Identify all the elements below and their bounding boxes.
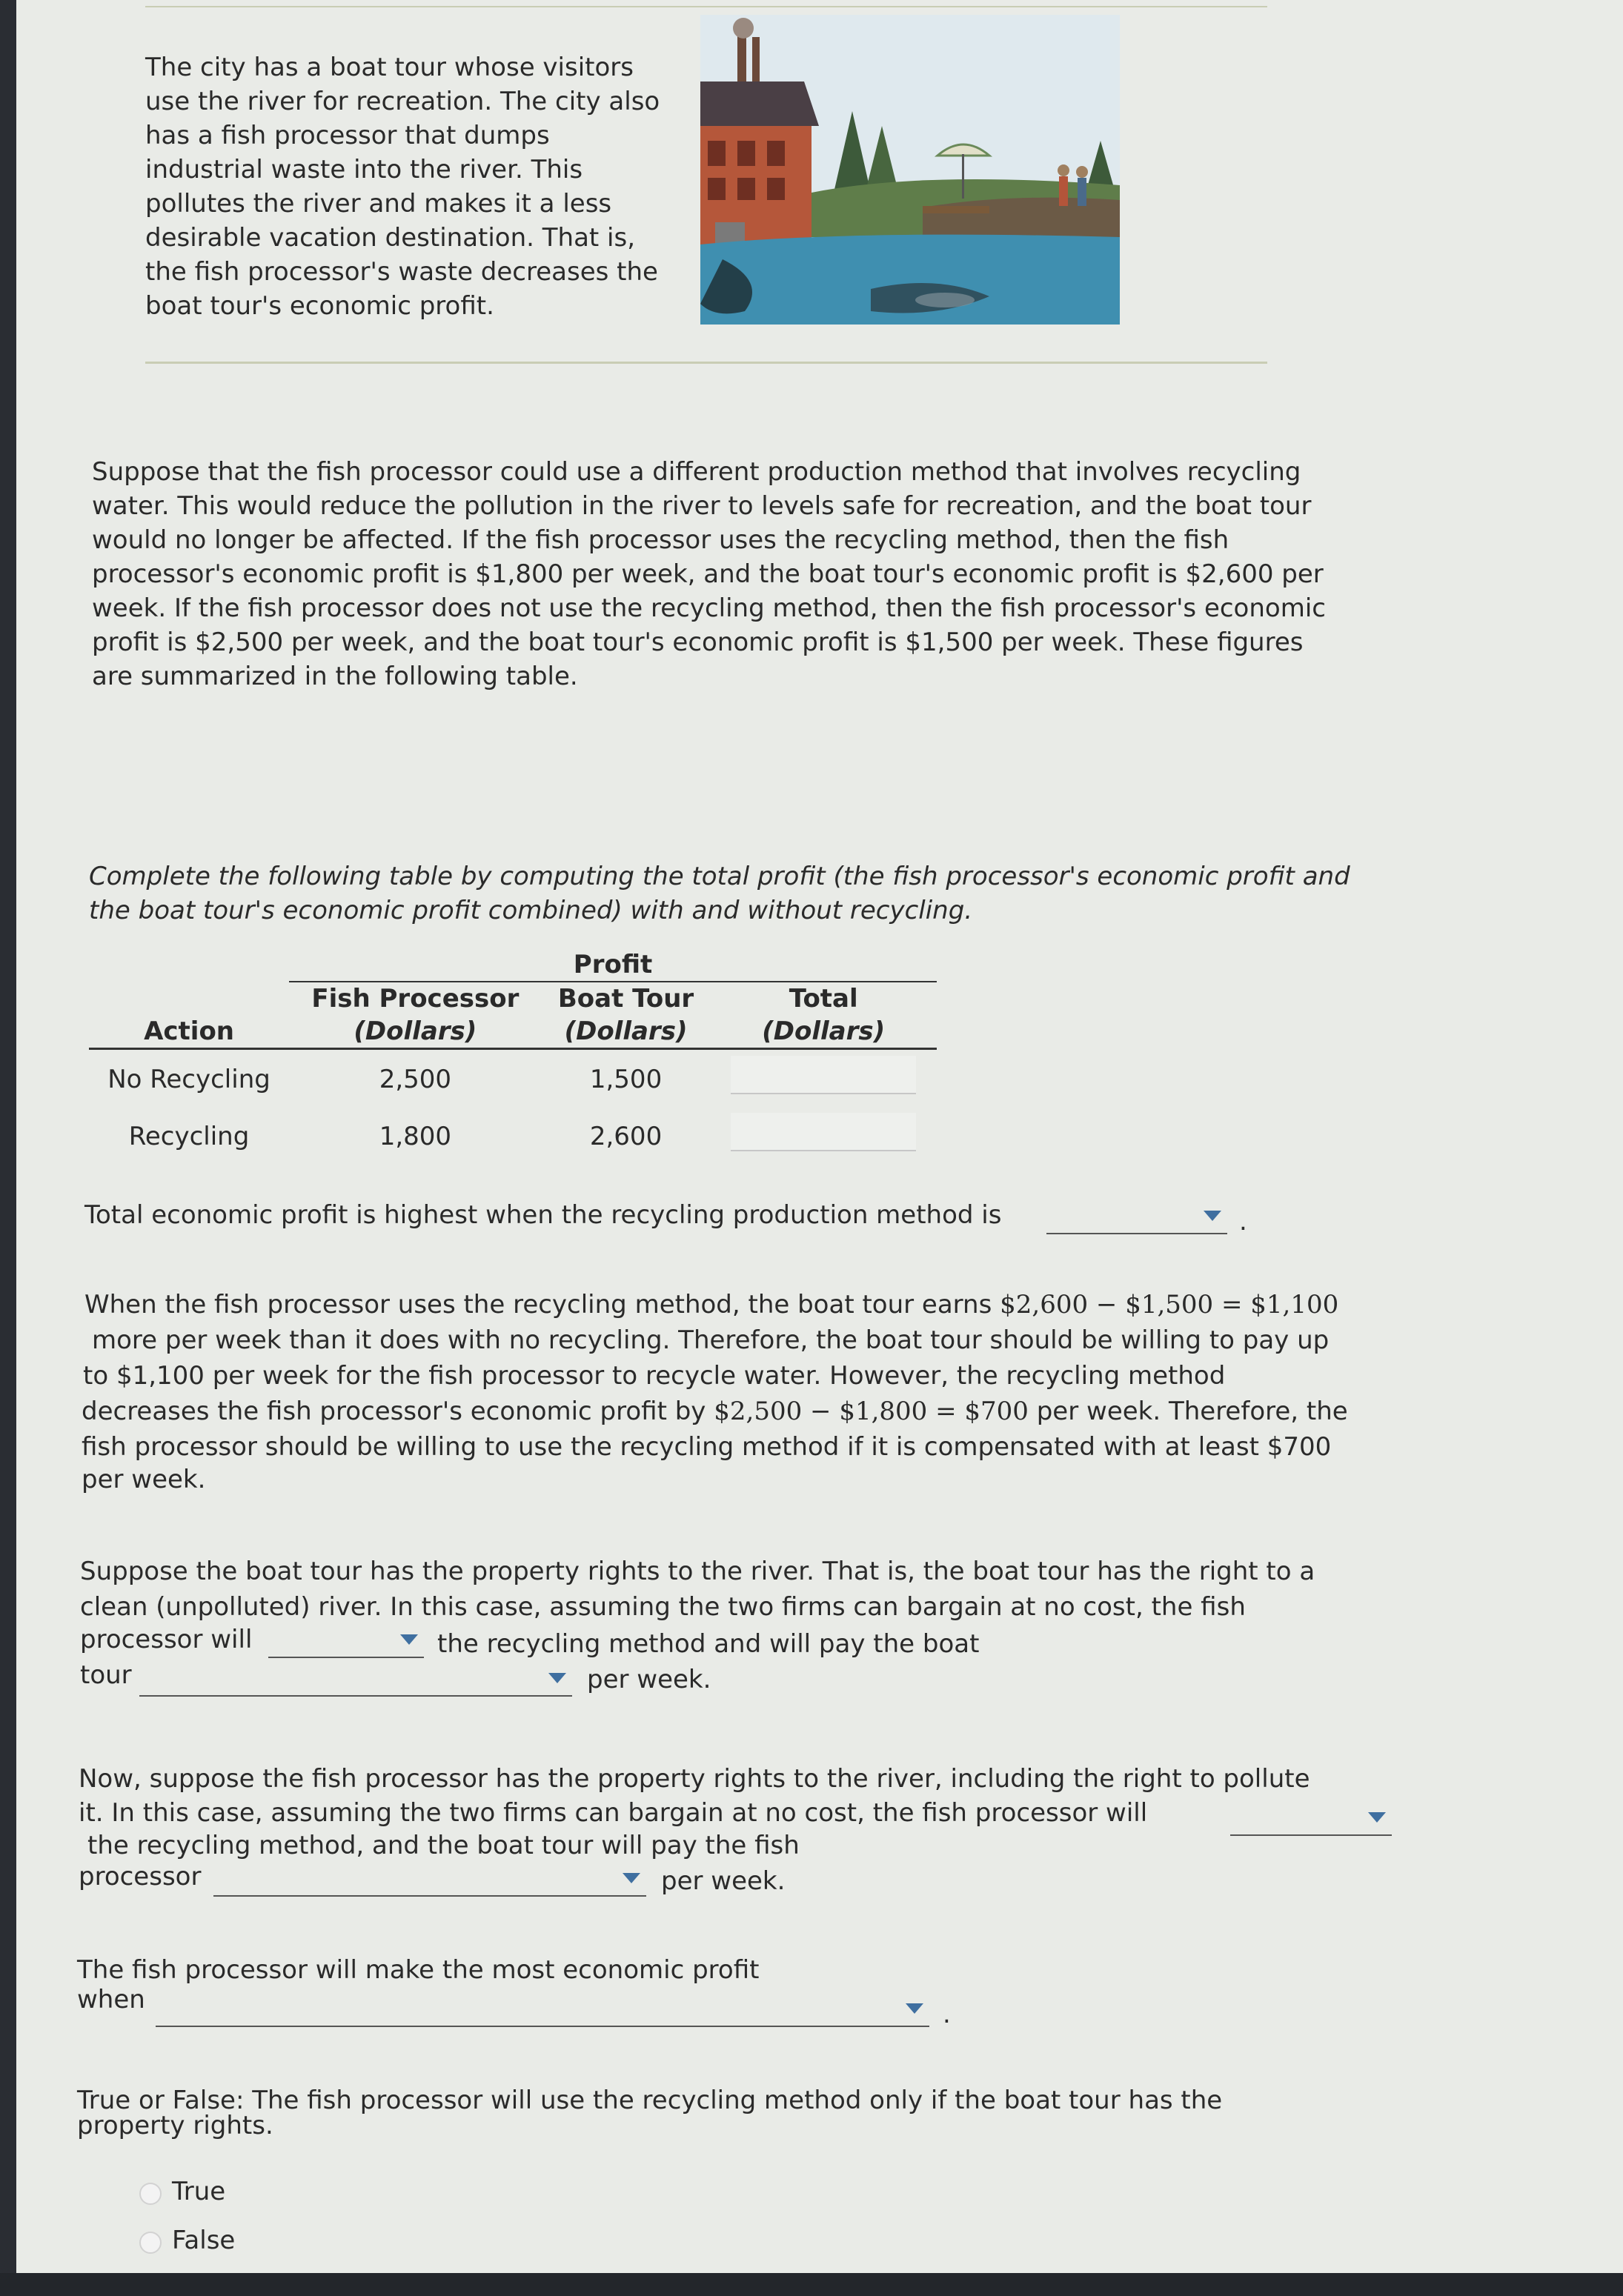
scenario-line: water. This would reduce the pollution in the river to levels safe for recreation, and the boat tour bbox=[92, 491, 1312, 521]
explanation-line: per week. bbox=[82, 1465, 206, 1494]
row-boat-profit: 2,600 bbox=[589, 1121, 663, 1151]
intro-line: The city has a boat tour whose visitors bbox=[145, 53, 634, 82]
explanation-line: When the fish processor uses the recycling method, the boat tour earns $2,600 − $1,500 = $1,100 bbox=[84, 1290, 1339, 1320]
scenario-line: profit is $2,500 per week, and the boat tour's economic profit is $1,500 per week. These figures bbox=[92, 628, 1304, 657]
q3-line: per week. bbox=[661, 1866, 786, 1896]
q3-line: it. In this case, assuming the two firms can bargain at no cost, the fish processor will bbox=[79, 1798, 1148, 1828]
row-fish-profit: 1,800 bbox=[379, 1121, 452, 1151]
math-expression: $2,600 − $1,500 = $1,100 bbox=[1000, 1290, 1339, 1320]
radio-false[interactable] bbox=[139, 2232, 162, 2254]
bottom-window-edge bbox=[0, 2273, 1623, 2296]
intro-line: use the river for recreation. The city also bbox=[145, 87, 660, 116]
q1-period: . bbox=[1239, 1207, 1247, 1237]
explanation-line: to $1,100 per week for the fish processor to recycle water. However, the recycling method bbox=[83, 1361, 1226, 1391]
col-action-header: Action bbox=[89, 1015, 289, 1049]
row-fish-profit: 2,500 bbox=[379, 1064, 452, 1094]
q4-line: The fish processor will make the most economic profit bbox=[77, 1955, 760, 1985]
q3-line: processor bbox=[79, 1862, 202, 1891]
chevron-down-icon bbox=[548, 1673, 566, 1683]
chevron-down-icon bbox=[1368, 1812, 1386, 1823]
col-fish-unit: (Dollars) bbox=[289, 1015, 542, 1049]
math-expression: $2,500 − $1,800 = $700 bbox=[714, 1397, 1029, 1426]
q2-line: tour bbox=[80, 1660, 132, 1690]
q2-payment-dropdown[interactable] bbox=[139, 1663, 572, 1697]
q3-line: the recycling method, and the boat tour will pay the fish bbox=[87, 1831, 800, 1860]
q4-period: . bbox=[943, 2000, 951, 2029]
col-total-unit: (Dollars) bbox=[710, 1015, 937, 1049]
intro-line: the fish processor's waste decreases the bbox=[145, 257, 658, 287]
chevron-down-icon bbox=[906, 2003, 923, 2014]
top-divider bbox=[145, 6, 1267, 7]
intro-line: has a fish processor that dumps bbox=[145, 121, 550, 150]
q2-action-dropdown[interactable] bbox=[268, 1624, 424, 1658]
chevron-down-icon bbox=[623, 1873, 640, 1883]
q1-text: Total economic profit is highest when the recycling production method is bbox=[84, 1200, 1002, 1230]
q3-line: Now, suppose the fish processor has the property rights to the river, including the right to pollute bbox=[79, 1764, 1310, 1794]
q2-line: per week. bbox=[587, 1665, 711, 1694]
q2-line: the recycling method and will pay the boat bbox=[437, 1629, 980, 1659]
scenario-line: processor's economic profit is $1,800 per week, and the boat tour's economic profit is $2,600 per bbox=[92, 559, 1324, 589]
total-input-recycling[interactable] bbox=[731, 1113, 916, 1151]
profit-table bbox=[89, 948, 937, 1164]
chevron-down-icon bbox=[1204, 1211, 1221, 1221]
q1-dropdown[interactable] bbox=[1046, 1200, 1227, 1234]
river-factory-illustration bbox=[700, 15, 1120, 325]
q2-line: clean (unpolluted) river. In this case, assuming the two firms can bargain at no cost, the fish bbox=[80, 1592, 1246, 1622]
q5-line: property rights. bbox=[77, 2111, 273, 2140]
col-boat-unit: (Dollars) bbox=[542, 1015, 711, 1049]
instruction-line: the boat tour's economic profit combined) with and without recycling. bbox=[89, 896, 973, 925]
row-boat-profit: 1,500 bbox=[589, 1064, 663, 1094]
col-total-header: Total bbox=[789, 984, 858, 1014]
explanation-line: decreases the fish processor's economic profit by $2,500 − $1,800 = $700 per week. Therefore, the bbox=[82, 1397, 1348, 1426]
radio-true[interactable] bbox=[139, 2183, 162, 2205]
chevron-down-icon bbox=[400, 1634, 418, 1645]
table-row bbox=[89, 1107, 937, 1164]
q4-dropdown[interactable] bbox=[156, 1993, 929, 2027]
q2-line: Suppose the boat tour has the property rights to the river. That is, the boat tour has the right to a bbox=[80, 1557, 1315, 1586]
explanation-line: more per week than it does with no recycling. Therefore, the boat tour should be willing to pay up bbox=[92, 1325, 1330, 1355]
col-fish-header: Fish Processor bbox=[311, 984, 520, 1014]
col-boat-header: Boat Tour bbox=[557, 984, 694, 1014]
q5-line: True or False: The fish processor will use the recycling method only if the boat tour has the bbox=[77, 2086, 1223, 2115]
radio-true-label: True bbox=[172, 2177, 226, 2206]
intro-line: boat tour's economic profit. bbox=[145, 291, 494, 321]
row-action: Recycling bbox=[128, 1121, 250, 1151]
total-input-no-recycling[interactable] bbox=[731, 1056, 916, 1094]
scenario-line: week. If the fish processor does not use the recycling method, then the fish processor's economic bbox=[92, 593, 1326, 623]
left-window-edge bbox=[0, 0, 16, 2296]
radio-false-label: False bbox=[172, 2226, 236, 2255]
explanation-line: fish processor should be willing to use the recycling method if it is compensated with at least $700 bbox=[82, 1432, 1332, 1462]
scenario-line: would no longer be affected. If the fish processor uses the recycling method, then the fish bbox=[92, 525, 1229, 555]
scenario-line: Suppose that the fish processor could use a different production method that involves recycling bbox=[92, 457, 1301, 487]
q2-line: processor will bbox=[80, 1625, 253, 1654]
intro-line: pollutes the river and makes it a less bbox=[145, 189, 612, 219]
profit-group-header: Profit bbox=[289, 948, 937, 982]
q3-payment-dropdown[interactable] bbox=[213, 1863, 646, 1897]
table-row bbox=[89, 1049, 937, 1108]
row-action: No Recycling bbox=[107, 1064, 270, 1094]
intro-divider bbox=[145, 362, 1267, 364]
intro-line: desirable vacation destination. That is, bbox=[145, 223, 636, 253]
intro-line: industrial waste into the river. This bbox=[145, 155, 583, 184]
scenario-line: are summarized in the following table. bbox=[92, 662, 578, 691]
q4-line: when bbox=[77, 1985, 145, 2014]
instruction-line: Complete the following table by computing the total profit (the fish processor's economic profit and bbox=[89, 862, 1350, 891]
q3-action-dropdown[interactable] bbox=[1230, 1802, 1392, 1836]
